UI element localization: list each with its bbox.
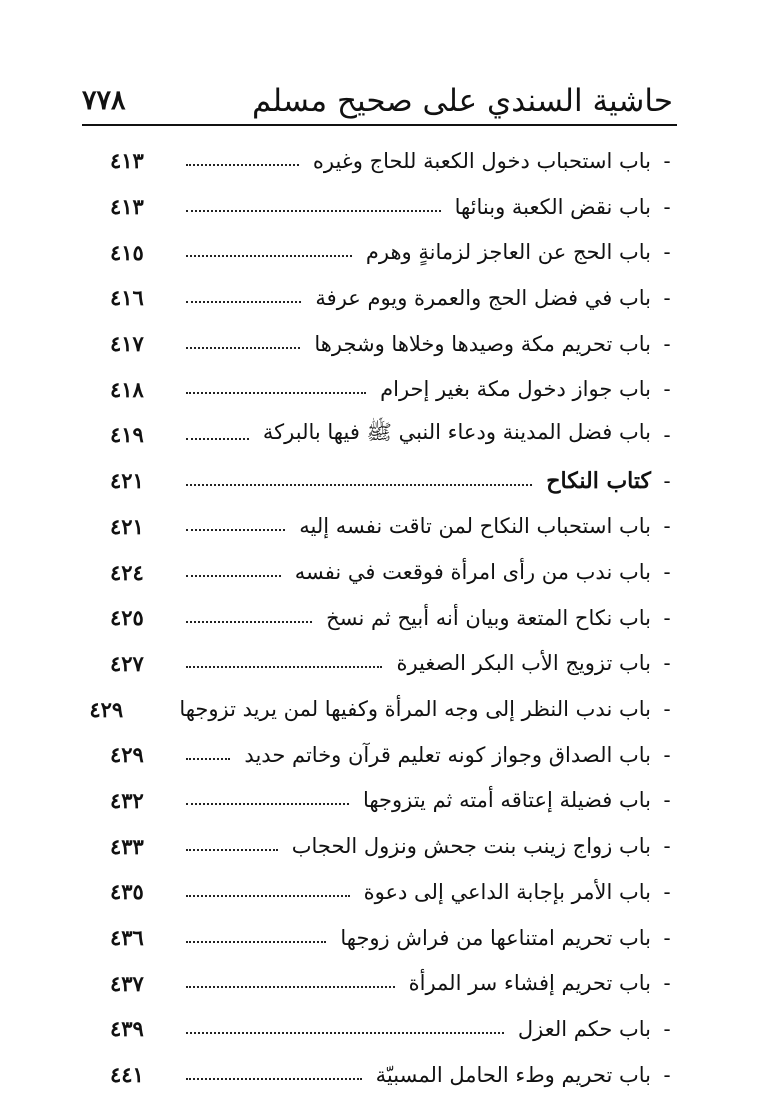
toc-entry bbox=[110, 184, 677, 230]
dot-leader bbox=[186, 941, 326, 943]
page-header bbox=[82, 74, 677, 126]
toc-entry-page: ٤٣٧ bbox=[110, 970, 144, 996]
toc-entry-dash: - bbox=[663, 1016, 671, 1041]
toc-entry bbox=[110, 641, 677, 687]
dot-leader bbox=[186, 849, 278, 851]
toc-entry bbox=[110, 412, 677, 458]
toc-entry-page: ٤١٨ bbox=[110, 376, 144, 402]
toc-entry-title: باب فضل المدينة ودعاء النبي ﷺ فيها بالبركة bbox=[262, 420, 651, 445]
toc-entry-page: ٤٢٧ bbox=[110, 650, 144, 676]
toc-entry bbox=[110, 960, 677, 1006]
toc-entry-page: ٤٢١ bbox=[110, 468, 144, 494]
toc-entry-page: ٤١٣ bbox=[110, 194, 144, 220]
toc-entry bbox=[110, 229, 677, 275]
toc-entry-dash: - bbox=[663, 148, 671, 173]
toc-entry-dash: - bbox=[663, 240, 671, 265]
dot-leader bbox=[186, 986, 395, 988]
toc-entry-title: باب الأمر بإجابة الداعي إلى دعوة bbox=[363, 879, 651, 904]
dot-leader bbox=[186, 210, 441, 212]
toc-entry-dash: - bbox=[663, 971, 671, 996]
toc-entry-page: ٤٢٩ bbox=[110, 742, 144, 768]
dot-leader bbox=[186, 895, 350, 897]
toc-entry bbox=[110, 504, 677, 550]
toc-entry-page: ٤٢٩ bbox=[89, 696, 124, 722]
toc-entry-page: ٤١٣ bbox=[110, 148, 144, 174]
toc-entry-title: باب جواز دخول مكة بغير إحرام bbox=[380, 377, 651, 402]
toc-entry bbox=[110, 366, 677, 412]
toc-entry-title: باب استحباب دخول الكعبة للحاج وغيره bbox=[312, 148, 651, 173]
toc-entry-dash: - bbox=[663, 742, 671, 767]
toc-entry-title: باب تحريم امتناعها من فراش زوجها bbox=[340, 925, 651, 950]
dot-leader bbox=[186, 758, 230, 760]
toc-entry-dash: - bbox=[663, 377, 671, 402]
toc-entry-dash: - bbox=[663, 834, 671, 859]
dot-leader bbox=[186, 484, 532, 486]
toc-entry bbox=[110, 869, 677, 915]
toc-entry-page: ٤٢٥ bbox=[110, 605, 144, 631]
toc-entry-dash: - bbox=[663, 651, 671, 676]
toc-entry-dash: - bbox=[663, 468, 671, 493]
dot-leader bbox=[186, 392, 366, 394]
toc-entry-title: باب تحريم مكة وصيدها وخلاها وشجرها bbox=[314, 331, 651, 356]
toc-entry-dash: - bbox=[663, 560, 671, 585]
toc-entry-page: ٤١٩ bbox=[110, 422, 144, 448]
toc-entry bbox=[110, 321, 677, 367]
toc-entry-dash: - bbox=[663, 925, 671, 950]
toc-entry-page: ٤٣٩ bbox=[110, 1016, 144, 1042]
dot-leader bbox=[186, 621, 312, 623]
toc-entry bbox=[110, 458, 677, 504]
toc-entry-page: ٤٢٤ bbox=[110, 559, 144, 585]
toc-entry-page: ٤٣٢ bbox=[110, 787, 144, 813]
toc-entry bbox=[110, 915, 677, 961]
toc-entry-page: ٤٤١ bbox=[110, 1062, 144, 1088]
dot-leader bbox=[186, 255, 352, 257]
toc-entry-title: باب نكاح المتعة وبيان أنه أبيح ثم نسخ bbox=[326, 605, 651, 630]
table-of-contents bbox=[89, 138, 677, 1097]
toc-entry bbox=[110, 1006, 677, 1052]
dot-leader bbox=[186, 575, 281, 577]
toc-entry bbox=[110, 595, 677, 641]
toc-entry bbox=[110, 549, 677, 595]
toc-entry-dash: - bbox=[663, 194, 671, 219]
toc-book-heading: كتاب النكاح bbox=[546, 467, 651, 494]
toc-entry-dash: - bbox=[663, 422, 671, 447]
toc-entry-title: باب استحباب النكاح لمن تاقت نفسه إليه bbox=[299, 514, 651, 539]
dot-leader bbox=[186, 347, 300, 349]
dot-leader bbox=[186, 164, 299, 166]
toc-entry-page: ٤٣٣ bbox=[110, 833, 144, 859]
toc-entry-title: باب فضيلة إعتاقه أمته ثم يتزوجها bbox=[362, 788, 651, 813]
toc-entry-dash: - bbox=[663, 788, 671, 813]
toc-entry-title: باب ندب من رأى امرأة فوقعت في نفسه bbox=[294, 560, 651, 585]
toc-entry-page: ٤١٥ bbox=[110, 239, 144, 265]
toc-entry-dash: - bbox=[663, 285, 671, 310]
toc-entry-page: ٤٣٦ bbox=[110, 925, 144, 951]
toc-entry-dash: - bbox=[663, 605, 671, 630]
page-number: ٧٧٨ bbox=[82, 85, 126, 116]
dot-leader bbox=[186, 529, 285, 531]
toc-entry-title: باب في فضل الحج والعمرة ويوم عرفة bbox=[315, 285, 651, 310]
toc-entry bbox=[110, 138, 677, 184]
toc-entry-title: باب تحريم إفشاء سر المرأة bbox=[408, 971, 651, 996]
toc-entry-dash: - bbox=[663, 879, 671, 904]
toc-entry bbox=[110, 778, 677, 824]
dot-leader bbox=[186, 803, 349, 805]
dot-leader bbox=[186, 301, 301, 303]
toc-entry-title: باب الحج عن العاجز لزمانةٍ وهرم bbox=[365, 240, 651, 265]
toc-entry-dash: - bbox=[663, 1062, 671, 1087]
toc-entry-title: باب زواج زينب بنت جحش ونزول الحجاب bbox=[291, 834, 651, 859]
dot-leader bbox=[186, 438, 249, 440]
toc-entry-dash: - bbox=[663, 514, 671, 539]
toc-entry bbox=[110, 1052, 677, 1097]
toc-entry-title: باب ندب النظر إلى وجه المرأة وكفيها لمن يريد تزوجها bbox=[179, 697, 651, 722]
toc-entry bbox=[110, 275, 677, 321]
toc-entry-title: باب الصداق وجواز كونه تعليم قرآن وخاتم حديد bbox=[244, 742, 651, 767]
toc-entry-page: ٤١٦ bbox=[110, 285, 144, 311]
toc-entry-title: باب نقض الكعبة وبنائها bbox=[454, 194, 651, 219]
toc-entry bbox=[89, 686, 677, 732]
toc-entry-title: باب حكم العزل bbox=[517, 1016, 651, 1041]
toc-entry-page: ٤٣٥ bbox=[110, 879, 144, 905]
toc-entry-dash: - bbox=[663, 331, 671, 356]
toc-entry-dash: - bbox=[663, 697, 671, 722]
toc-entry-page: ٤٢١ bbox=[110, 513, 144, 539]
dot-leader bbox=[186, 1032, 504, 1034]
toc-entry bbox=[110, 823, 677, 869]
toc-entry-page: ٤١٧ bbox=[110, 331, 144, 357]
toc-entry-title: باب تزويج الأب البكر الصغيرة bbox=[396, 651, 651, 676]
toc-entry-title: باب تحريم وطء الحامل المسبيّة bbox=[375, 1062, 651, 1087]
running-title: حاشية السندي على صحيح مسلم bbox=[251, 83, 673, 119]
dot-leader bbox=[186, 666, 382, 668]
dot-leader bbox=[186, 1078, 362, 1080]
toc-entry bbox=[110, 732, 677, 778]
